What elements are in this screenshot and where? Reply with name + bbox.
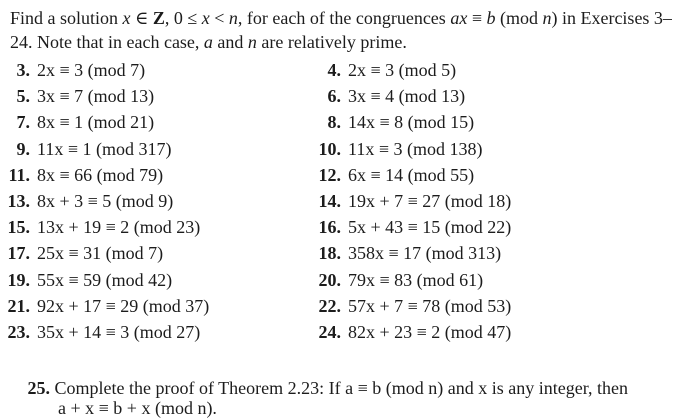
exercise-row bbox=[0, 270, 700, 296]
intro-var: a bbox=[203, 32, 213, 52]
exercise-row bbox=[0, 112, 700, 138]
intro-text: and bbox=[212, 32, 248, 52]
exercise-row bbox=[0, 60, 700, 86]
exercise-item bbox=[0, 243, 163, 264]
instructions-paragraph bbox=[10, 6, 690, 54]
congruence: 79x ≡ 83 (mod 61) bbox=[348, 269, 484, 290]
congruence: 358x ≡ 17 (mod 313) bbox=[348, 243, 502, 264]
exercise-number: 19. bbox=[7, 269, 30, 290]
exercise-item bbox=[0, 139, 171, 160]
congruence: 55x ≡ 59 (mod 42) bbox=[37, 269, 173, 290]
congruence: 82x + 23 ≡ 2 (mod 47) bbox=[348, 322, 512, 342]
exercise-number: 15. bbox=[7, 217, 30, 238]
intro-text: are relatively prime. bbox=[256, 32, 407, 52]
intro-text: , 0 ≤ bbox=[164, 8, 202, 28]
intro-text: , for each of the congruences bbox=[237, 8, 451, 28]
exercise-item bbox=[305, 165, 474, 186]
exercise-number: 10. bbox=[318, 138, 341, 159]
exercise-item bbox=[0, 217, 200, 238]
intro-text: ∈ bbox=[130, 8, 153, 28]
exercise-number: 23. bbox=[7, 322, 30, 342]
congruence: 8x ≡ 66 (mod 79) bbox=[37, 164, 164, 185]
intro-var: ax bbox=[450, 8, 468, 28]
exercise-item bbox=[305, 139, 482, 160]
exercise-row bbox=[0, 243, 700, 269]
exercise-number: 13. bbox=[7, 191, 30, 211]
exercise-item bbox=[305, 86, 465, 107]
exercise-item bbox=[305, 112, 474, 133]
exercise-25 bbox=[0, 378, 700, 418]
exercise-number: 18. bbox=[318, 243, 341, 264]
congruence: 11x ≡ 1 (mod 317) bbox=[37, 138, 172, 159]
exercise-row bbox=[0, 191, 700, 217]
exercise-number: 21. bbox=[7, 295, 30, 316]
exercise-number: 24. bbox=[318, 322, 341, 342]
congruence: 25x ≡ 31 (mod 7) bbox=[37, 243, 164, 264]
exercise-number: 25. bbox=[27, 378, 50, 398]
intro-var: x bbox=[201, 8, 210, 28]
exercise-row bbox=[0, 139, 700, 165]
exercise-row bbox=[0, 322, 700, 348]
exercise-item bbox=[305, 60, 456, 81]
intro-text: (mod bbox=[495, 8, 543, 28]
exercise-item bbox=[0, 296, 209, 317]
exercise-row bbox=[0, 86, 700, 112]
exercise-item bbox=[0, 165, 163, 186]
exercise-number: 9. bbox=[16, 138, 30, 159]
exercise-row bbox=[0, 165, 700, 191]
congruence: 2x ≡ 3 (mod 7) bbox=[37, 60, 146, 80]
exercise-item bbox=[0, 60, 145, 81]
exercise-number: 14. bbox=[318, 191, 341, 211]
congruence: 6x ≡ 14 (mod 55) bbox=[348, 164, 475, 185]
exercise-number: 22. bbox=[318, 295, 341, 316]
exercise-item bbox=[305, 322, 511, 343]
intro-var: b bbox=[486, 8, 496, 28]
exercise-number: 4. bbox=[327, 60, 341, 80]
intro-var: n bbox=[228, 8, 238, 28]
intro-set-symbol: Z bbox=[152, 8, 165, 28]
exercise-item bbox=[0, 322, 200, 343]
exercise-number: 5. bbox=[16, 86, 30, 107]
exercise-number: 17. bbox=[7, 243, 30, 264]
exercise-item bbox=[0, 191, 173, 212]
congruence: 8x ≡ 1 (mod 21) bbox=[37, 112, 155, 133]
congruence: 11x ≡ 3 (mod 138) bbox=[348, 138, 483, 159]
exercise-number: 20. bbox=[318, 269, 341, 290]
intro-text: ≡ bbox=[467, 8, 487, 28]
exercise-row bbox=[0, 296, 700, 322]
exercise-number: 11. bbox=[8, 164, 30, 185]
exercise-number: 6. bbox=[327, 86, 341, 107]
congruence: 5x + 43 ≡ 15 (mod 22) bbox=[348, 217, 512, 238]
intro-var: n bbox=[247, 32, 257, 52]
exercise-item bbox=[305, 243, 501, 264]
exercise-number: 16. bbox=[318, 217, 341, 238]
congruence: 3x ≡ 4 (mod 13) bbox=[348, 86, 466, 107]
exercise-item bbox=[305, 217, 511, 238]
intro-var: x bbox=[122, 8, 131, 28]
exercise-item bbox=[305, 191, 511, 212]
exercise-item bbox=[305, 270, 483, 291]
congruence: 35x + 14 ≡ 3 (mod 27) bbox=[37, 322, 201, 342]
exercise-item bbox=[305, 296, 511, 317]
exercise-item bbox=[0, 270, 172, 291]
congruence: 19x + 7 ≡ 27 (mod 18) bbox=[348, 191, 512, 211]
exercise-item bbox=[0, 112, 154, 133]
exercise-text: Complete the proof of Theorem 2.23: If a ≡ b (mod n) and x is any integer, then bbox=[54, 378, 628, 398]
congruence: 8x + 3 ≡ 5 (mod 9) bbox=[37, 191, 174, 211]
exercise-row bbox=[0, 217, 700, 243]
intro-var: n bbox=[542, 8, 552, 28]
exercise-text-continued: a + x ≡ b + x (mod n). bbox=[58, 398, 217, 418]
congruence: 57x + 7 ≡ 78 (mod 53) bbox=[348, 295, 512, 316]
intro-text: < bbox=[209, 8, 229, 28]
congruence: 2x ≡ 3 (mod 5) bbox=[348, 60, 457, 80]
congruence: 3x ≡ 7 (mod 13) bbox=[37, 86, 155, 107]
intro-text: Find a solution bbox=[10, 8, 123, 28]
congruence: 13x + 19 ≡ 2 (mod 23) bbox=[37, 217, 201, 238]
intro-text: ) in Exercises 3–24. Note that in each case, bbox=[10, 8, 672, 52]
congruence: 92x + 17 ≡ 29 (mod 37) bbox=[37, 295, 210, 316]
exercise-number: 7. bbox=[16, 112, 30, 133]
exercise-number: 12. bbox=[318, 164, 341, 185]
exercise-number: 8. bbox=[327, 112, 341, 133]
exercise-number: 3. bbox=[16, 60, 30, 80]
exercise-item bbox=[0, 86, 154, 107]
congruence: 14x ≡ 8 (mod 15) bbox=[348, 112, 475, 133]
